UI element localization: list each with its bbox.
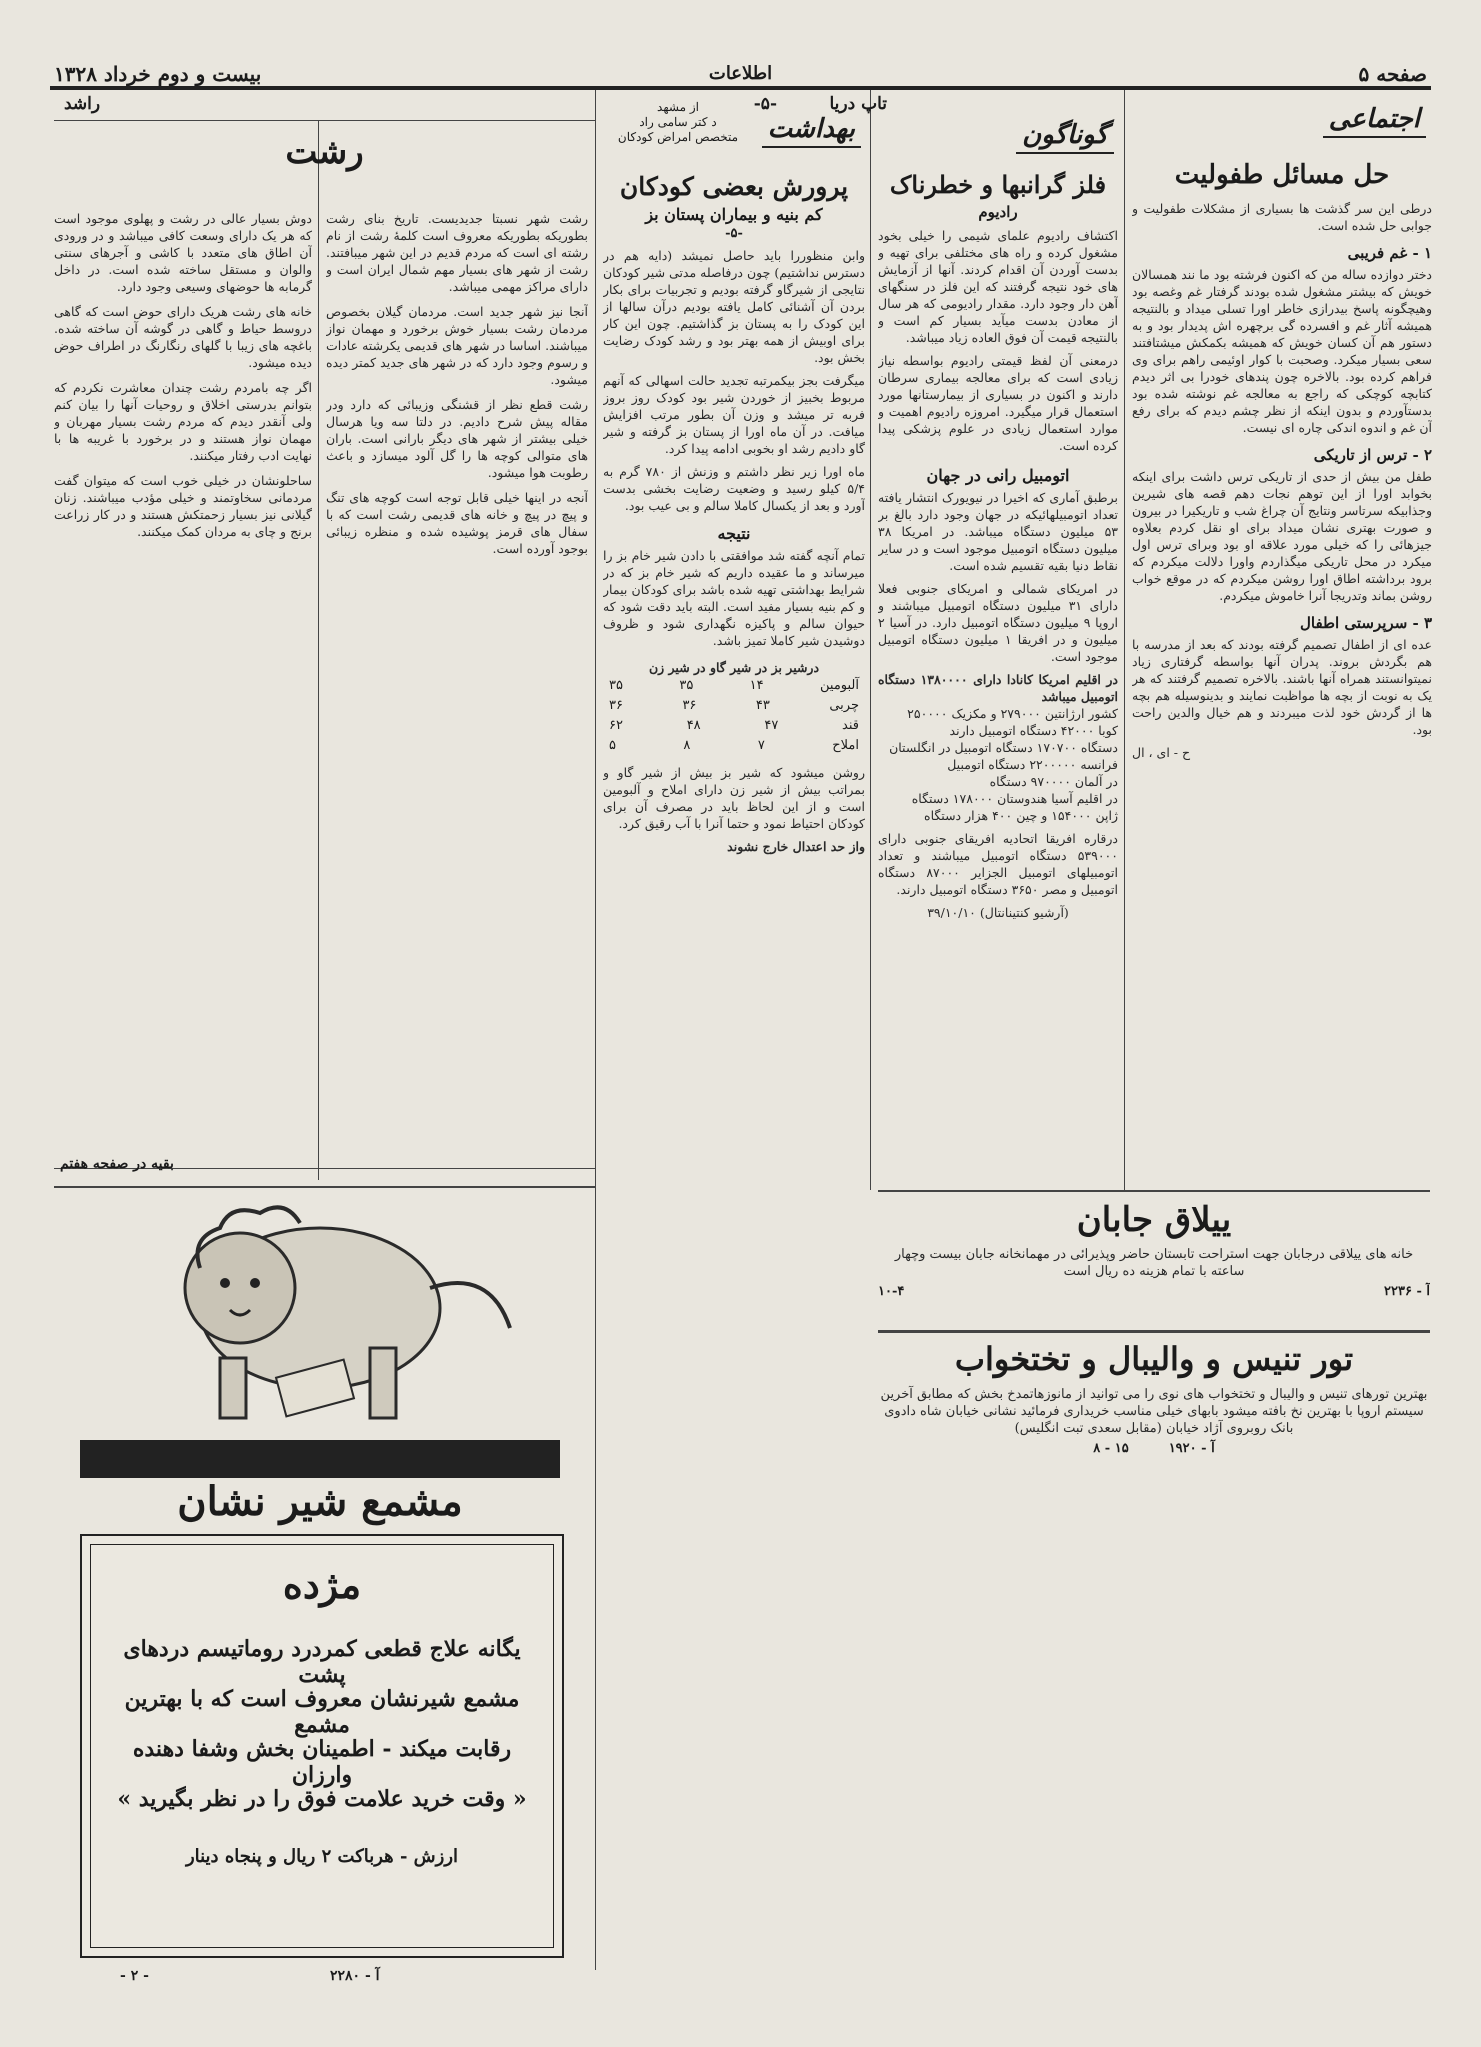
article-text: آنجه در اینها خیلی قابل توجه است کوچه های تنگ و پیچ در پیچ و خانه های قدیمی رشت است که با سفال های قرمز پوشیده شده و منظره زیبائی بوجود آورده است. [326, 490, 588, 556]
page-number: صفحه ۵ [1358, 62, 1427, 86]
section-tag: بهداشت [762, 114, 861, 148]
article-text: اگر چه بامردم رشت چندان معاشرت نکردم که بتوانم بدرستی اخلاق و روحیات آنها را بیان کنم ولی آنقدر دیدم که مردم رشت بسیار مهربان و مهمان نواز هستند و در برخورد با غریبه ها با نهایت ادب رفتار میکنند. [54, 380, 312, 463]
newspaper-name: اطلاعات [708, 63, 773, 84]
ad-code: آ - ۱۹۲۰ [1168, 1441, 1215, 1456]
article-text: خانه های رشت هریک دارای حوض است که گاهی دروسط حیاط و گاهی در گوشه آن ساخته شده. باغچه های زیبا با گلهای رنگارنگ در اطراف حوض دیده میشود. [54, 304, 312, 370]
article-text: رشت شهر نسبتا جدیدیست. تاریخ بنای رشت بطوریکه بطوریکه معروف است کلمهٔ رشت از نام رشته ای است که مردم قدیم در این شهر میبافتند. رشت از شهر های بسیار مهم شمال ایران است و دارای مراکز مهمی میباشد. [326, 211, 588, 294]
article-text: درمعنی آن لفظ قیمتی رادیوم بواسطه نیاز زیادی است که برای معالجه بیماری سرطان دارند و اکنون در بسیاری از بیمارستانها مورد استعمال قرار میگیرد. امروزه رادیوم اهمیت و موارد استعمال زیادی در علوم پزشکی پیدا کرده است. [878, 353, 1118, 453]
lion-icon [140, 1198, 540, 1438]
article-text: روشن میشود که شیر بز بیش از شیر گاو و بمراتب بیش از شیر زن دارای املاح و آلبومین است و از این لحاظ باید در مصرف آن برای کودکان احتیاط نمود و حتما آنرا با آب رقیق کرد. [603, 765, 865, 831]
ad-code: آ - ۲۲۳۶ [1384, 1284, 1430, 1299]
table-cell: ۸ [683, 738, 691, 753]
continued-note: بقیه در صفحه هفتم [60, 1156, 174, 1172]
article-headline: پرورش بعضی کودکان [619, 172, 849, 201]
article-headline: رشت [285, 132, 364, 172]
article-text: ساحلونشان در خیلی خوب است که میتوان گفت مردمانی سخاوتمند و خیلی مؤدب میباشند. زنان گیلانی نیز بسیار زحمتکش هستند و در کار زراعت برنج و چای به مردان کمک میکنند. [54, 473, 312, 539]
ad-text: بهترین تورهای تنیس و والیبال و تختخواب های نوی را می توانید از مانوزهاتمدخ بخش که مطابق آخرین سیستم اروپا با بهترین نخ بافته میشود بابهای خیلی مناسب خریداری فرمائید نشانی خیابان شاه دادوی بانک روبروی آژاد خیابان (مقابل سعدی تبت انگلیس) [880, 1387, 1428, 1436]
table-cell: ۳۵ [609, 678, 623, 693]
table-cell: آلبومین [820, 678, 859, 693]
section-rule [54, 1186, 595, 1188]
result-title: نتیجه [717, 524, 751, 543]
lion-ad-banner [80, 1440, 560, 1478]
section-title: ۳ - سرپرستی اطفال [1299, 614, 1432, 632]
tennis-ad [878, 1340, 1430, 1480]
table-title: درشیر بز در شیر گاو در شیر زن [648, 660, 820, 675]
ad-text: خانه های ییلاقی درجابان جهت استراحت تابستان حاضر وپذیرائی در مهمانخانه جابان بیست وچهار ساعته با تمام هزینه ده ریال است [894, 1247, 1414, 1279]
column-rule [1124, 90, 1125, 1190]
series-number: -۵- [753, 94, 777, 114]
ad-price: ارزش - هرباکت ۲ ریال و پنجاه دینار [185, 1846, 459, 1867]
article-text: آنجا نیز شهر جدید است. مردمان گیلان بخصوص مردمان رشت بسیار خوش برخورد و مهمان نواز میباشند. اساسا در شهر های قدیمی یکرشته عادات و رسوم وجود دارد که در شهر های جدید کمتر دیده میشود. [326, 304, 588, 387]
misc-column [878, 100, 1118, 1180]
section-text: عده ای از اطفال تصمیم گرفته بودند که بعد از مدرسه با هم بگردش بروند. پدران آنها بواسطه گرفتاری زیاد نمیتوانستند همراه آنها باشند. بالاخره تصمیم گرفتند که هر یک به نوبت از بچه ها مواظبت نمایند و بدینوسیله هم بچه ها از گردش خود لذت میبردند و هم خیال والدین راحت بود. [1132, 637, 1432, 737]
column-rule [870, 90, 871, 1190]
ad-title: ییلاق جابان [1076, 1200, 1232, 1240]
ad-line: مشمع شیرنشان معروف است که با بهترین مشمع [124, 1686, 520, 1738]
table-cell: ۵ [609, 738, 616, 753]
table-cell: ۱۴ [749, 678, 764, 693]
rasht-column-left [54, 210, 312, 1160]
article-text: تمام آنچه گفته شد موافقتی با دادن شیر خام بز را میرساند و ما عقیده داریم که شیر خام بز که در شرایط بهداشتی تهیه شده باشد برای کودکان بیمار و کم بنیه بسیار مفید است. البته باید دقت شود که حیوان سالم و پاکیزه نگهداری شود و ظروف دوشیدن شیر کاملا تمیز باشد. [603, 548, 865, 648]
table-cell: ۴۷ [764, 718, 779, 733]
section-text: طفل من بیش از حدی از تاریکی ترس داشت برای اینکه بخوابد اورا از این توهم نجات دهم قصه های شیرین وجذابیکه سرتاسر ونتایج آن چراغ شب و تاریکیرا در بیرون و صورت بهتری نشان میداد برای او نقل کردم بعلاوه جیزهائی را که خیلی مورد علاقه او بود وبرای ترس اول میکرد در محل تاریکی میگذاردم واورا دلالت میکردم که برود برداشته اطاق اورا روشن میکردم که در موقع خواب روشن بماند وتدریجا آنرا خاموش میکردم. [1132, 469, 1432, 603]
series-number: -۵- [725, 226, 743, 241]
stats-line: کشور ارژانتین ۲۷۹۰۰۰ و مکزیک ۲۵۰۰۰۰ [907, 706, 1118, 721]
issue-date: بیست و دوم خرداد ۱۳۲۸ [54, 62, 262, 86]
stats-title: در اقلیم امریکا کانادا دارای ۱۳۸۰۰۰۰ دستگاه اتومبیل میباشد [878, 672, 1118, 704]
ad-title: مژده [282, 1562, 362, 1607]
article-text: وابن منظوررا باید حاصل نمیشد (دایه هم در دسترس نداشتیم) چون درفاصله مدتی شیر کودکان نتایجی از شیرگاو گرفته بودیم و تجربیات برای بکار بردن آن آشنائی کامل یافته بودیم درآن سالها از این کودک را به پستان بز گذاشتیم. چون این کار برای اوبیش از همه بهتر بود و رشد کودک رضایت بخش بود. [603, 248, 865, 365]
lion-illustration [140, 1198, 540, 1438]
article-subhead: رادیوم [978, 203, 1018, 221]
table-cell: ۶۲ [609, 718, 623, 733]
ad-code: ۱۵ - ۸ [1093, 1441, 1129, 1456]
table-row [609, 736, 859, 756]
section-title: ۱ - غم فریبی [1347, 244, 1432, 262]
byline: از مشهد د کتر سامی راد متخصص امراض کودکان [617, 100, 739, 144]
author-name: راشد [64, 94, 101, 114]
ad-title: تور تنیس و والیبال و تختخواب [954, 1340, 1354, 1378]
article-signature: ح - ای ، ال [1132, 745, 1191, 760]
ad-line: رقابت میکند - اطمینان بخش وشفا دهنده وارزان [132, 1736, 512, 1788]
stats-line: در اقلیم آسیا هندوستان ۱۷۸۰۰۰ دستگاه [911, 791, 1118, 806]
table-cell: املاح [832, 738, 859, 753]
table-cell: ۳۶ [682, 698, 697, 713]
table-cell: چربی [829, 698, 859, 713]
table-row [609, 716, 859, 736]
news-ad-box [80, 1534, 564, 1958]
article-intro: درطی این سر گذشت ها بسیاری از مشکلات طفولیت و جوابی حل شده است. [1132, 201, 1432, 233]
section-title: ۲ - ترس از تاریکی [1313, 446, 1432, 464]
column-rule [595, 90, 596, 1970]
table-cell: قند [842, 718, 859, 733]
section-tag: گوناگون [1016, 120, 1114, 154]
health-column [603, 100, 865, 1970]
ad-code: آ - ۲۲۸۰ [330, 1968, 380, 1984]
section-tag: اجتماعی [1323, 104, 1426, 138]
ad-code: ۱۰-۴ [878, 1284, 905, 1299]
ad-line: یگانه علاج قطعی کمردرد روماتیسم دردهای پشت [123, 1636, 521, 1688]
stats-line: در آلمان ۹۷۰۰۰۰ دستگاه [989, 774, 1118, 789]
article-subhead: کم بنیه و بیماران پستان بز [645, 205, 823, 224]
masthead-rule [50, 86, 1431, 90]
table-cell: ۷ [757, 738, 765, 753]
table-row [609, 696, 859, 716]
article-text: میگرفت بجز بیکمرتبه تجدید حالت اسهالی که آنهم مربوط بخبیز از خوردن شیر بود کودک روز بروز فربه تر میشد و وزن آن بطور مرتب افزایش میافت. در آن ماه اورا از پستان بز گرفته و شیر گاو دادیم رشد او بخوبی ادامه پیدا کرد. [603, 373, 865, 456]
section-name: تاپ دریا [829, 94, 887, 114]
section-rule [878, 1330, 1430, 1333]
stats-line: فرانسه ۲۲۰۰۰۰۰ دستگاه اتومبیل [947, 757, 1118, 772]
stats-line: کوبا ۴۲۰۰۰ دستگاه اتومبیل دارند [949, 723, 1118, 738]
article-source: (آرشیو کنتینانتال) ۳۹/۱۰/۱۰ [927, 905, 1069, 920]
article-text: در امریکای شمالی و امریکای جنوبی فعلا دارای ۳۱ میلیون دستگاه اتومبیل میباشند و اروپا ۹ میلیون دستگاه اتومبیل دارد. در آسیا ۲ میلیون و در افریقا ۱ میلیون دستگاه اتومبیل موجود است. [878, 581, 1118, 664]
table-row [609, 676, 859, 696]
article-text: اکتشاف رادیوم علمای شیمی را خیلی بخود مشغول کرده و راه های مختلفی برای تهیه و بدست آوردن آن اقدام کردند. آنها از آزمایش های خود نتیجه گرفتند که این فلز در سنگهای آهن دار وجود دارد. مقدار رادیومی که هر سال از معادن بدست میآید بسیار کم است و بالنتیجه قیمت آن فوق العاده زیاد میباشد. [878, 228, 1118, 345]
subhead-rule [54, 120, 595, 121]
article-text: رشت قطع نظر از قشنگی وزیبائی که دارد ودر مقاله پیش شرح دادیم. در دلتا سه ویا هرسال خیلی بیشتر از شهر های دیگر بارانی است. باران های متوالی کوچه ها را گل آلود میسازد و باعث رطوبت هوا میشود. [326, 397, 588, 480]
jaban-ad [878, 1200, 1430, 1320]
social-column [1132, 100, 1432, 1250]
stats-line: دستگاه ۱۷۰۷۰۰ دستگاه اتومبیل در انگلستان [889, 740, 1118, 755]
article-text: دوش بسیار عالی در رشت و پهلوی موجود است که هر یک دارای وسعت کافی میباشد و در ورودی آن اطاق های متعدد با کاشی و آجرهای سنتی والوان و مستقل ساخته شده است. در داخل گرمابه ها حوضهای وسیعی وجود دارد. [54, 211, 312, 294]
column-rule [318, 120, 319, 1180]
article-headline: حل مسائل طفولیت [1174, 160, 1390, 190]
article-text: ماه اورا زیر نظر داشتم و وزنش از ۷۸۰ گرم به ۵/۴ کیلو رسید و وضعیت رضایت بخشی بدست آورد و بعد از یکسال کاملا سالم و بی عیب بود. [603, 464, 865, 513]
article-text: برطبق آماری که اخیرا در نیویورک انتشار یافته تعداد اتومبیلهائیکه در جهان وجود دارد بالغ بر ۵۳ میلیون دستگاه میباشد. در امریکا ۳۸ میلیون دستگاه اتومبیل موجود است و در سایر نقاط دنیا بقیه تقسیم شده است. [878, 490, 1118, 573]
table-cell: ۴۸ [686, 718, 701, 733]
page-footer-number: - ۲ - [120, 1968, 149, 1984]
table-cell: ۳۵ [679, 678, 694, 693]
table-cell: ۳۶ [609, 698, 623, 713]
table-cell: ۴۳ [755, 698, 770, 713]
article-text: درقاره افریقا اتحادیه افریقای جنوبی دارای ۵۳۹۰۰۰ دستگاه اتومبیل میباشند و تعداد اتومبیلهای اتومبیل الجزایر ۸۷۰۰۰ دستگاه اتومبیل و مصر ۳۶۵۰ دستگاه اتومبیل دارند. [878, 831, 1118, 897]
section-rule [878, 1190, 1430, 1192]
article-subhead: اتومبیل رانی در جهان [926, 466, 1070, 485]
article-headline: فلز گرانبها و خطرناک [889, 170, 1107, 199]
rasht-column-right [326, 210, 588, 1180]
ad-brand: مشمع شیر نشان [177, 1478, 463, 1525]
article-footer: واز حد اعتدال خارج نشوند [727, 839, 865, 854]
masthead [54, 52, 1427, 86]
ad-line: « وقت خرید علامت فوق را در نظر بگیرید » [117, 1786, 527, 1812]
milk-table [603, 676, 865, 756]
stats-line: ژاپن ۱۵۴۰۰۰ و چین ۴۰۰ هزار دستگاه [924, 808, 1118, 823]
section-text: دختر دوازده ساله من که اکنون فرشته بود ما نند همسالان خویش که بیشتر مشغول شده بودند گرفتار غم وغصه بود وهیچگونه پاسخ بیدرازی خاطر اورا تسلی میداد و بالنتیجه همیشه آثار غم و افسرده گی برچهره اش پدیدار بود و به دستور هم آن کسان خویش که همیشه بکمکش میشتافتند سعی بسیار میکرد. وصحبت با کوار اوئیمی راهم برای وی فراهم کرده بود. بالاخره چون پندهای خودرا بی اثر دیدم کتابچه کوچکی که راجع به معالجه غم نوشته شده بود بدستآوردم و بدون اینکه از نظر چشم دیدم که برای رفع آن غم و اندوه اندکی چاره ای نیست. [1132, 267, 1432, 435]
